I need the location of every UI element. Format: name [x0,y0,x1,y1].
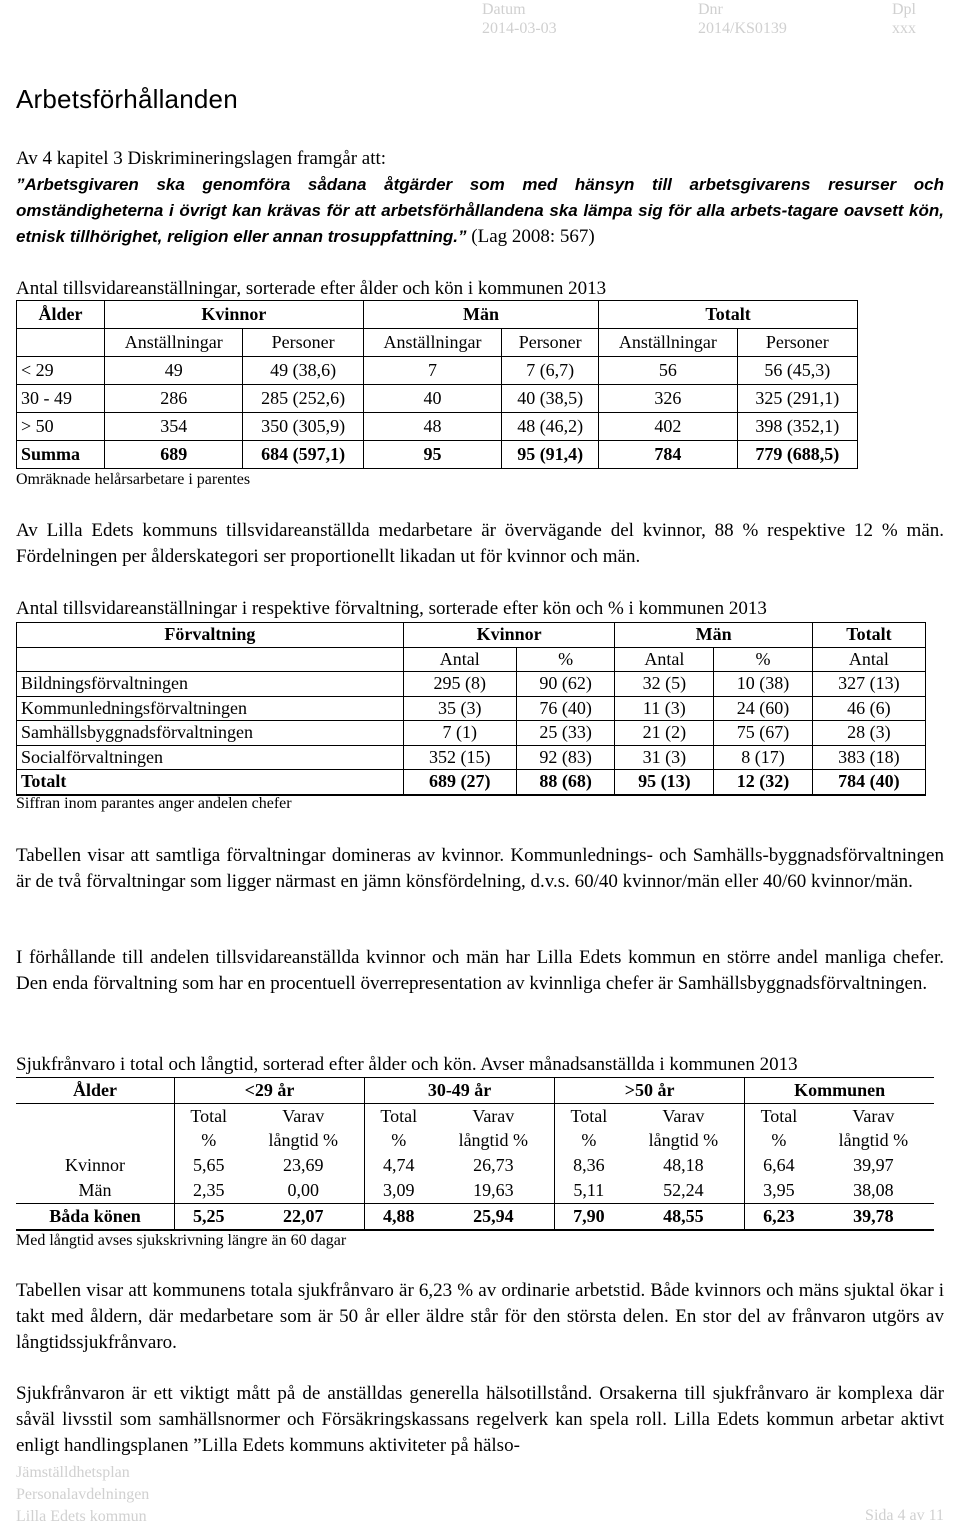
header-cell: Varav [623,1103,745,1128]
header-cell: Varav [433,1103,555,1128]
header-cell: långtid % [242,1129,364,1154]
header-cell: <29 år [174,1078,364,1104]
table-cell: 8 (17) [714,745,813,770]
header-dpl [892,0,916,38]
table-cell: 5,11 [573,1180,605,1201]
table-subheader-row [17,647,926,672]
table-row [17,413,858,441]
table-cell: 95 (13) [615,770,714,795]
sick-leave-table [16,1077,934,1231]
paragraph-gender-share: Av Lilla Edets kommuns tillsvidareanställda medarbetare är övervägande del kvinnor, 88 % respektive 12 % män. Fördelningen per ålderskategori ser proportionellt likadan ut för kvinnor och män. [16,520,944,567]
header-cell: Kommunen [745,1078,934,1104]
table-cell: Båda könen [16,1203,174,1229]
table-row [17,385,858,413]
header-cell: Kvinnor [105,301,364,329]
header-cell: Antal [615,647,714,672]
table-cell: 286 [105,385,243,413]
table3-caption: Sjukfrånvaro i total och långtid, sorterad efter ålder och kön. Avser månadsanställda i kommunen 2013 [16,1054,798,1075]
table-cell: 52,24 [623,1178,745,1203]
header-cell: Män [363,301,598,329]
header-dnr-label: Dnr [698,1,723,18]
table-cell: 10 (38) [714,672,813,697]
table-cell: 32 (5) [615,672,714,697]
header-cell: 30-49 år [365,1078,555,1104]
header-cell: Totalt [812,623,925,648]
table-cell: 40 [363,385,501,413]
header-date [482,0,557,38]
header-cell: långtid % [838,1130,909,1151]
header-dpl-value: xxx [892,20,916,37]
table-row [16,1178,934,1203]
table-cell: Socialförvaltningen [17,745,404,770]
header-cell: Varav [242,1103,364,1128]
header-cell [17,329,105,357]
table-cell: 325 (291,1) [737,385,857,413]
paragraph-departments: Tabellen visar att samtliga förvaltningar domineras av kvinnor. Kommunlednings- och Samhälls-byggnadsförvaltningen är de två förvaltningar som ligger närmast en jämn könsfördelning, d.v.s. 60/40 kvinnor/män eller 40/60 kvinnor/män. [16,845,944,892]
table-cell: 23,69 [242,1153,364,1178]
header-cell: Anställningar [599,329,737,357]
table-header-row [17,623,926,648]
table1-caption: Antal tillsvidareanställningar, sorterade efter ålder och kön i kommunen 2013 [16,278,607,299]
table-cell: 35 (3) [403,696,516,721]
header-cell: % [516,647,615,672]
header-cell: långtid % [433,1129,555,1154]
table-cell: 779 (688,5) [737,441,857,469]
header-date-value: 2014-03-03 [482,20,557,37]
table-cell: 39,97 [853,1155,894,1176]
header-dpl-label: Dpl [892,1,916,18]
table-row [17,696,926,721]
table-cell: Bildningsförvaltningen [17,672,404,697]
table-header-row [16,1078,934,1104]
table3-note: Med långtid avses sjukskrivning längre än 60 dagar [16,1232,347,1249]
table-total-row [17,770,926,795]
table-cell: 24 (60) [714,696,813,721]
table-cell: 4,74 [383,1155,415,1176]
table-cell: 7 [363,357,501,385]
table-cell: 352 (15) [403,745,516,770]
table-cell: 3,95 [763,1180,795,1201]
table-cell: 5,25 [174,1203,242,1229]
header-cell: Män [615,623,812,648]
table-cell: 5,65 [192,1155,225,1176]
header-cell [16,1103,174,1128]
table-cell: 0,00 [242,1178,364,1203]
header-date-label: Datum [482,1,526,18]
table-cell: > 50 [17,413,105,441]
table-row [17,672,926,697]
table-cell: 38,08 [853,1180,894,1201]
table-cell: 95 (91,4) [502,441,599,469]
table1-note: Omräknade helårsarbetare i parentes [16,471,251,488]
table-cell: 11 (3) [615,696,714,721]
table-cell: 6,64 [763,1155,795,1176]
table-cell: 28 (3) [812,721,925,746]
page-number: Sida 4 av 11 [865,1507,944,1524]
table-cell: 76 (40) [516,696,615,721]
table-cell: 48 [363,413,501,441]
header-cell: % [581,1130,597,1151]
table-cell: 49 (38,6) [243,357,363,385]
header-cell: % [771,1130,787,1151]
header-cell: långtid % [623,1129,745,1154]
table-total-row [16,1203,934,1229]
paragraph-sick-leave-summary: Tabellen visar att kommunens totala sjukfrånvaro är 6,23 % av ordinarie arbetstid. Både kvinnors och mäns sjuktal ökar i takt med åldern, där medarbetare som är 50 år eller äldre står för den största delen. En stor del av frånvaron utgörs av långtidssjukfrånvaro. [16,1280,944,1353]
header-dnr [698,0,787,38]
header-cell: Personer [243,329,363,357]
table-cell: 7,90 [555,1203,623,1229]
header-cell: Anställningar [363,329,501,357]
table-cell: 90 (62) [516,672,615,697]
table-cell: 48 (46,2) [502,413,599,441]
law-reference: (Lag 2008: 567) [466,226,595,247]
intro-quote-paragraph [16,172,944,250]
table-cell: 3,09 [383,1180,415,1201]
table-cell: 402 [599,413,737,441]
table-cell: 784 [599,441,737,469]
footer-department: Personalavdelningen [16,1486,150,1503]
header-cell: Kvinnor [403,623,615,648]
table-cell: 39,78 [813,1203,934,1229]
table-subheader-row [16,1129,934,1154]
table-cell: 95 [363,441,501,469]
employment-age-table [16,300,858,469]
header-cell: Total [380,1105,418,1126]
table-cell: 49 [105,357,243,385]
paragraph-managers: I förhållande till andelen tillsvidareanställda kvinnor och män har Lilla Edets kommun en större andel manliga chefer. Den enda förvaltning som har en procentuell överrepresentation av kvinnliga chefer är Samhällsbyggnadsförvaltningen. [16,947,944,994]
table-cell: 75 (67) [714,721,813,746]
table-cell: Kommunledningsförvaltningen [17,696,404,721]
table-cell: 7 (1) [403,721,516,746]
table-cell: 92 (83) [516,745,615,770]
table-cell: 46 (6) [812,696,925,721]
header-cell: >50 år [555,1078,745,1104]
header-cell: % [391,1130,407,1151]
table-cell: 689 (27) [403,770,516,795]
table-cell: 88 (68) [516,770,615,795]
table-cell: Kvinnor [16,1153,174,1178]
footer-municipality: Lilla Edets kommun [16,1508,147,1525]
table-cell: 350 (305,9) [243,413,363,441]
table2-note: Siffran inom parantes anger andelen chefer [16,795,292,812]
table-cell: 25,94 [433,1203,555,1229]
header-cell: Personer [737,329,857,357]
header-dnr-value: 2014/KS0139 [698,20,787,37]
header-cell [16,1129,174,1154]
header-cell: % [201,1130,217,1151]
table-cell: 40 (38,5) [502,385,599,413]
table-cell: Samhällsbyggnadsförvaltningen [17,721,404,746]
table-cell: 327 (13) [812,672,925,697]
header-cell: Totalt [599,301,858,329]
header-cell: Antal [403,647,516,672]
header-cell: % [714,647,813,672]
table-cell: 689 [105,441,243,469]
header-cell: Total [760,1105,798,1126]
table-cell: 25 (33) [516,721,615,746]
table-cell: 684 (597,1) [243,441,363,469]
table-cell: 21 (2) [615,721,714,746]
table-cell: Män [16,1178,174,1203]
intro-line: Av 4 kapitel 3 Diskrimineringslagen framgår att: [16,148,387,169]
header-cell: Ålder [16,1078,174,1104]
table-cell: 56 (45,3) [737,357,857,385]
table-cell: Summa [17,441,105,469]
header-cell: Ålder [17,301,105,329]
header-cell: Varav [852,1105,895,1126]
table-sum-row [17,441,858,469]
table2-caption: Antal tillsvidareanställningar i respektive förvaltning, sorterade efter kön och % i kommunen 2013 [16,598,767,619]
page-title: Arbetsförhållanden [16,84,238,114]
table-cell: 383 (18) [812,745,925,770]
table-cell: 30 - 49 [17,385,105,413]
header-cell: Personer [502,329,599,357]
table-row [17,745,926,770]
table-cell: 285 (252,6) [243,385,363,413]
table-cell: 56 [599,357,737,385]
table-cell: 48,18 [623,1153,745,1178]
paragraph-health: Sjukfrånvaron är ett viktigt mått på de anställdas generella hälsotillstånd. Orsakerna till sjukfrånvaro är komplexa där såväl livsstil som samhällsnormer och Försäkringskassans regelverk kan spela roll. Lilla Edets kommun arbetar aktivt enligt handlingsplanen ”Lilla Edets kommuns aktiviteter på hälso- [16,1383,944,1456]
header-cell: Total [570,1105,608,1126]
table-cell: 398 (352,1) [737,413,857,441]
table-cell: 295 (8) [403,672,516,697]
table-cell: 4,88 [365,1203,433,1229]
table-cell: 22,07 [242,1203,364,1229]
table-cell: 784 (40) [812,770,925,795]
header-cell: Anställningar [105,329,243,357]
table-cell: 8,36 [573,1155,605,1176]
table-cell: 12 (32) [714,770,813,795]
table-cell: 48,55 [623,1203,745,1229]
table-cell: < 29 [17,357,105,385]
table-cell: 19,63 [433,1178,555,1203]
table-header-row [17,301,858,329]
law-quote: ”Arbetsgivaren ska genomföra sådana åtgärder som med hänsyn till arbetsgivarens resurser och omständigheterna i övrigt kan krävas för att arbetsförhållandena ska lämpa sig för alla arbets-tagare oavsett kön, etnisk tillhörighet, religion eller annan trosuppfattning.” [16,175,944,246]
header-cell: Antal [812,647,925,672]
table-subheader-row [17,329,858,357]
table-row [16,1153,934,1178]
table-row [17,357,858,385]
header-cell: Förvaltning [17,623,404,648]
header-cell [17,647,404,672]
table-cell: 26,73 [433,1153,555,1178]
table-cell: 31 (3) [615,745,714,770]
header-cell: Total [190,1105,228,1126]
table-row [17,721,926,746]
table-cell: 7 (6,7) [502,357,599,385]
table-cell: 2,35 [192,1180,225,1201]
table-cell: 354 [105,413,243,441]
table-cell: 326 [599,385,737,413]
footer-document-name: Jämställdhetsplan [16,1464,130,1481]
table-subheader-row [16,1103,934,1128]
table-cell: Totalt [17,770,404,795]
employment-department-table [16,622,926,796]
table-cell: 6,23 [745,1203,813,1229]
